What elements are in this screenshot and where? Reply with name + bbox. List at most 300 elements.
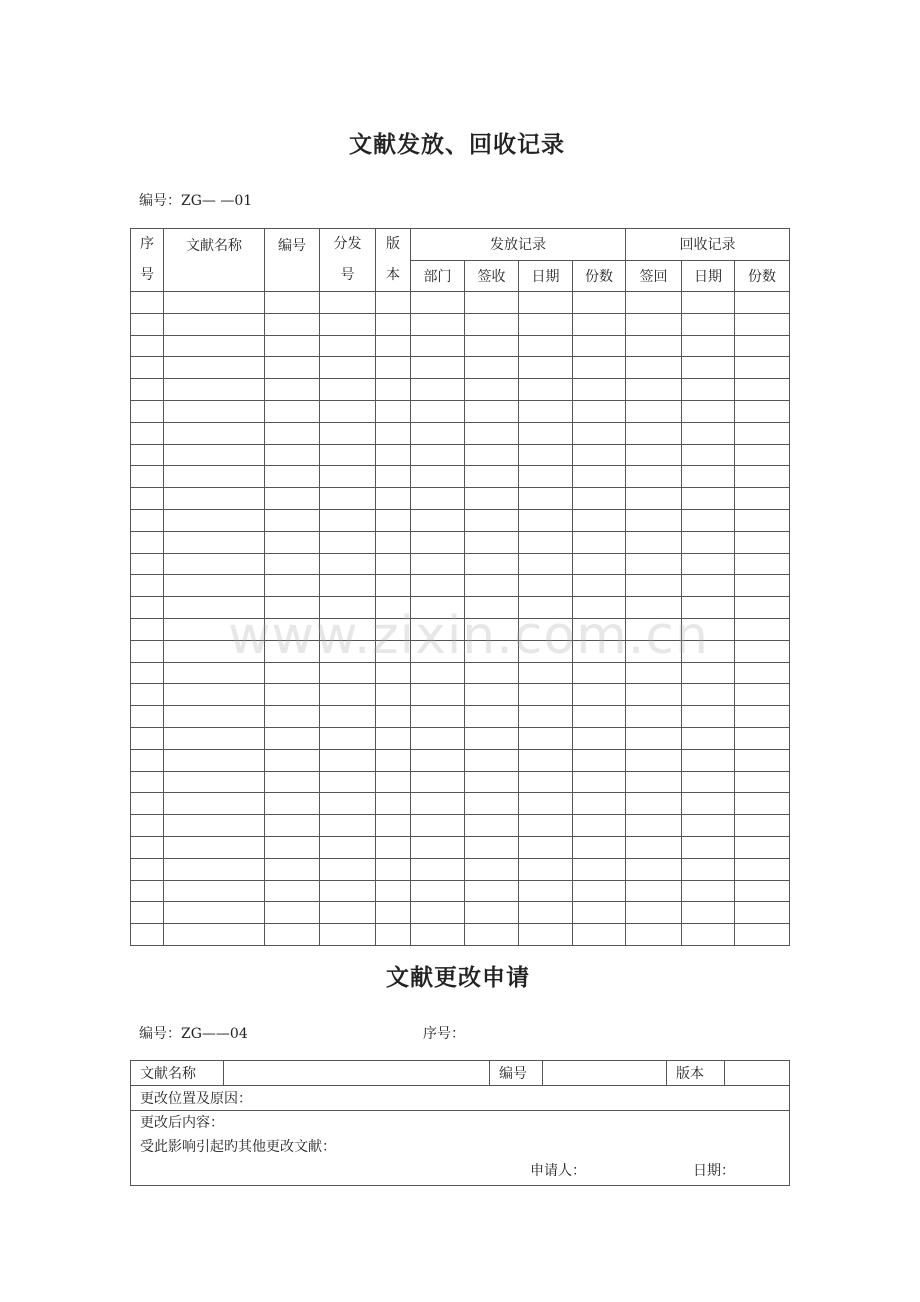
table-cell[interactable]	[131, 684, 164, 706]
table-cell[interactable]	[164, 793, 265, 815]
table-cell[interactable]	[265, 924, 320, 946]
table-cell[interactable]	[376, 749, 411, 771]
table-cell[interactable]	[164, 400, 265, 422]
table-cell[interactable]	[573, 575, 626, 597]
table-cell[interactable]	[626, 836, 682, 858]
table-cell[interactable]	[265, 488, 320, 510]
table-cell[interactable]	[411, 793, 465, 815]
table-cell[interactable]	[265, 313, 320, 335]
table-cell[interactable]	[320, 749, 376, 771]
table-cell[interactable]	[131, 597, 164, 619]
table-cell[interactable]	[376, 880, 411, 902]
table-cell[interactable]	[164, 335, 265, 357]
table-cell[interactable]	[682, 771, 735, 793]
table-cell[interactable]	[682, 379, 735, 401]
table-cell[interactable]	[164, 531, 265, 553]
table-cell[interactable]	[626, 771, 682, 793]
table-cell[interactable]	[265, 749, 320, 771]
table-cell[interactable]	[164, 509, 265, 531]
table-cell[interactable]	[682, 292, 735, 314]
table-cell[interactable]	[735, 902, 790, 924]
table-cell[interactable]	[131, 858, 164, 880]
table-cell[interactable]	[411, 858, 465, 880]
table-cell[interactable]	[265, 793, 320, 815]
table-cell[interactable]	[519, 509, 573, 531]
table-cell[interactable]	[573, 357, 626, 379]
table-cell[interactable]	[376, 292, 411, 314]
table-cell[interactable]	[164, 727, 265, 749]
table-cell[interactable]	[131, 400, 164, 422]
table-cell[interactable]	[626, 313, 682, 335]
table-cell[interactable]	[131, 836, 164, 858]
table-cell[interactable]	[164, 836, 265, 858]
table-cell[interactable]	[164, 313, 265, 335]
table-cell[interactable]	[573, 858, 626, 880]
table-cell[interactable]	[320, 771, 376, 793]
table-cell[interactable]	[626, 357, 682, 379]
table-cell[interactable]	[131, 509, 164, 531]
table-cell[interactable]	[164, 902, 265, 924]
table-cell[interactable]	[411, 880, 465, 902]
table-cell[interactable]	[376, 444, 411, 466]
table-cell[interactable]	[626, 509, 682, 531]
table-cell[interactable]	[320, 335, 376, 357]
table-cell[interactable]	[573, 880, 626, 902]
table-cell[interactable]	[265, 880, 320, 902]
table-cell[interactable]	[573, 727, 626, 749]
table-cell[interactable]	[682, 422, 735, 444]
table-cell[interactable]	[465, 815, 519, 837]
table-cell[interactable]	[626, 706, 682, 728]
table-cell[interactable]	[265, 335, 320, 357]
table-cell[interactable]	[735, 422, 790, 444]
table-cell[interactable]	[465, 553, 519, 575]
table-cell[interactable]	[519, 706, 573, 728]
table-cell[interactable]	[164, 771, 265, 793]
table-cell[interactable]	[465, 466, 519, 488]
table-cell[interactable]	[465, 771, 519, 793]
table-cell[interactable]	[376, 727, 411, 749]
table-cell[interactable]	[265, 858, 320, 880]
table-cell[interactable]	[682, 684, 735, 706]
table-cell[interactable]	[573, 836, 626, 858]
table-cell[interactable]	[519, 488, 573, 510]
table-cell[interactable]	[735, 924, 790, 946]
table-cell[interactable]	[131, 815, 164, 837]
table-cell[interactable]	[320, 488, 376, 510]
table-cell[interactable]	[573, 902, 626, 924]
table-cell[interactable]	[465, 488, 519, 510]
table-cell[interactable]	[626, 924, 682, 946]
table-cell[interactable]	[682, 815, 735, 837]
table-cell[interactable]	[320, 858, 376, 880]
table-cell[interactable]	[735, 531, 790, 553]
table-cell[interactable]	[519, 749, 573, 771]
table-cell[interactable]	[519, 444, 573, 466]
table-cell[interactable]	[164, 706, 265, 728]
table-cell[interactable]	[376, 684, 411, 706]
table-cell[interactable]	[735, 335, 790, 357]
table-cell[interactable]	[265, 400, 320, 422]
table-cell[interactable]	[626, 379, 682, 401]
table-cell[interactable]	[164, 684, 265, 706]
table-cell[interactable]	[376, 488, 411, 510]
table-cell[interactable]	[376, 793, 411, 815]
table-cell[interactable]	[682, 466, 735, 488]
table-cell[interactable]	[735, 597, 790, 619]
table-cell[interactable]	[411, 553, 465, 575]
table-cell[interactable]	[626, 335, 682, 357]
table-cell[interactable]	[411, 400, 465, 422]
location-reason-field[interactable]	[131, 1086, 790, 1111]
table-cell[interactable]	[573, 422, 626, 444]
table-cell[interactable]	[164, 488, 265, 510]
table-cell[interactable]	[682, 575, 735, 597]
table-cell[interactable]	[465, 422, 519, 444]
table-cell[interactable]	[320, 379, 376, 401]
table-cell[interactable]	[131, 575, 164, 597]
table-cell[interactable]	[626, 444, 682, 466]
table-cell[interactable]	[131, 749, 164, 771]
table-cell[interactable]	[320, 684, 376, 706]
table-cell[interactable]	[519, 727, 573, 749]
table-cell[interactable]	[465, 313, 519, 335]
table-cell[interactable]	[465, 902, 519, 924]
table-cell[interactable]	[320, 357, 376, 379]
table-cell[interactable]	[626, 880, 682, 902]
table-cell[interactable]	[131, 771, 164, 793]
table-cell[interactable]	[573, 379, 626, 401]
table-cell[interactable]	[465, 509, 519, 531]
table-cell[interactable]	[682, 509, 735, 531]
table-cell[interactable]	[411, 292, 465, 314]
table-cell[interactable]	[131, 640, 164, 662]
table-cell[interactable]	[265, 357, 320, 379]
table-cell[interactable]	[320, 575, 376, 597]
table-cell[interactable]	[735, 640, 790, 662]
table-cell[interactable]	[573, 466, 626, 488]
table-cell[interactable]	[465, 335, 519, 357]
table-cell[interactable]	[735, 727, 790, 749]
table-cell[interactable]	[682, 400, 735, 422]
table-cell[interactable]	[573, 749, 626, 771]
table-cell[interactable]	[519, 400, 573, 422]
table-cell[interactable]	[735, 553, 790, 575]
table-cell[interactable]	[573, 793, 626, 815]
table-cell[interactable]	[626, 749, 682, 771]
table-cell[interactable]	[320, 466, 376, 488]
table-cell[interactable]	[131, 553, 164, 575]
table-cell[interactable]	[411, 357, 465, 379]
table-cell[interactable]	[320, 444, 376, 466]
table-cell[interactable]	[573, 488, 626, 510]
table-cell[interactable]	[682, 706, 735, 728]
table-cell[interactable]	[465, 400, 519, 422]
table-cell[interactable]	[573, 335, 626, 357]
table-cell[interactable]	[573, 400, 626, 422]
table-cell[interactable]	[519, 924, 573, 946]
table-cell[interactable]	[411, 749, 465, 771]
table-cell[interactable]	[735, 379, 790, 401]
table-cell[interactable]	[164, 815, 265, 837]
table-cell[interactable]	[265, 575, 320, 597]
table-cell[interactable]	[626, 793, 682, 815]
table-cell[interactable]	[320, 727, 376, 749]
table-cell[interactable]	[320, 902, 376, 924]
table-cell[interactable]	[626, 488, 682, 510]
table-cell[interactable]	[465, 793, 519, 815]
table-cell[interactable]	[164, 357, 265, 379]
table-cell[interactable]	[573, 706, 626, 728]
code-field[interactable]	[543, 1061, 667, 1086]
table-cell[interactable]	[735, 444, 790, 466]
version-field[interactable]	[725, 1061, 790, 1086]
table-cell[interactable]	[411, 727, 465, 749]
table-cell[interactable]	[376, 422, 411, 444]
table-cell[interactable]	[735, 771, 790, 793]
table-cell[interactable]	[131, 357, 164, 379]
doc-name-field[interactable]	[224, 1061, 490, 1086]
table-cell[interactable]	[626, 292, 682, 314]
table-cell[interactable]	[465, 379, 519, 401]
table-cell[interactable]	[164, 749, 265, 771]
table-cell[interactable]	[411, 706, 465, 728]
table-cell[interactable]	[376, 815, 411, 837]
table-cell[interactable]	[735, 313, 790, 335]
table-cell[interactable]	[320, 815, 376, 837]
table-cell[interactable]	[519, 553, 573, 575]
table-cell[interactable]	[735, 466, 790, 488]
table-cell[interactable]	[519, 466, 573, 488]
table-cell[interactable]	[735, 706, 790, 728]
table-cell[interactable]	[626, 575, 682, 597]
table-cell[interactable]	[465, 836, 519, 858]
table-cell[interactable]	[376, 575, 411, 597]
table-cell[interactable]	[519, 771, 573, 793]
table-cell[interactable]	[682, 444, 735, 466]
table-cell[interactable]	[320, 292, 376, 314]
table-cell[interactable]	[573, 313, 626, 335]
table-cell[interactable]	[465, 727, 519, 749]
table-cell[interactable]	[376, 466, 411, 488]
table-cell[interactable]	[735, 357, 790, 379]
table-cell[interactable]	[131, 422, 164, 444]
table-cell[interactable]	[465, 924, 519, 946]
table-cell[interactable]	[465, 706, 519, 728]
table-cell[interactable]	[626, 422, 682, 444]
table-cell[interactable]	[131, 335, 164, 357]
table-cell[interactable]	[376, 858, 411, 880]
table-cell[interactable]	[519, 575, 573, 597]
table-cell[interactable]	[465, 575, 519, 597]
table-cell[interactable]	[131, 924, 164, 946]
table-cell[interactable]	[519, 880, 573, 902]
table-cell[interactable]	[164, 553, 265, 575]
table-cell[interactable]	[573, 509, 626, 531]
table-cell[interactable]	[626, 466, 682, 488]
table-cell[interactable]	[265, 902, 320, 924]
table-cell[interactable]	[164, 292, 265, 314]
table-cell[interactable]	[376, 335, 411, 357]
table-cell[interactable]	[735, 749, 790, 771]
table-cell[interactable]	[626, 727, 682, 749]
table-cell[interactable]	[682, 357, 735, 379]
table-cell[interactable]	[682, 749, 735, 771]
table-cell[interactable]	[682, 924, 735, 946]
table-cell[interactable]	[376, 706, 411, 728]
table-cell[interactable]	[465, 880, 519, 902]
table-cell[interactable]	[411, 815, 465, 837]
table-cell[interactable]	[131, 379, 164, 401]
table-cell[interactable]	[682, 793, 735, 815]
table-cell[interactable]	[519, 313, 573, 335]
table-cell[interactable]	[411, 924, 465, 946]
table-cell[interactable]	[735, 815, 790, 837]
table-cell[interactable]	[682, 880, 735, 902]
table-cell[interactable]	[131, 313, 164, 335]
table-cell[interactable]	[265, 771, 320, 793]
table-cell[interactable]	[376, 531, 411, 553]
table-cell[interactable]	[519, 357, 573, 379]
table-cell[interactable]	[320, 313, 376, 335]
table-cell[interactable]	[411, 531, 465, 553]
table-cell[interactable]	[735, 488, 790, 510]
table-cell[interactable]	[735, 400, 790, 422]
table-cell[interactable]	[265, 684, 320, 706]
table-cell[interactable]	[131, 662, 164, 684]
table-cell[interactable]	[376, 400, 411, 422]
table-cell[interactable]	[131, 902, 164, 924]
table-cell[interactable]	[626, 902, 682, 924]
table-cell[interactable]	[164, 422, 265, 444]
table-cell[interactable]	[131, 880, 164, 902]
table-cell[interactable]	[411, 836, 465, 858]
table-cell[interactable]	[465, 684, 519, 706]
table-cell[interactable]	[320, 422, 376, 444]
table-cell[interactable]	[265, 815, 320, 837]
content-field[interactable]	[131, 1111, 790, 1186]
table-cell[interactable]	[626, 553, 682, 575]
table-cell[interactable]	[626, 858, 682, 880]
table-cell[interactable]	[376, 902, 411, 924]
table-cell[interactable]	[265, 379, 320, 401]
table-cell[interactable]	[320, 706, 376, 728]
table-cell[interactable]	[376, 313, 411, 335]
table-cell[interactable]	[519, 684, 573, 706]
table-cell[interactable]	[411, 422, 465, 444]
table-cell[interactable]	[411, 313, 465, 335]
table-cell[interactable]	[573, 292, 626, 314]
table-cell[interactable]	[626, 400, 682, 422]
table-cell[interactable]	[131, 531, 164, 553]
table-cell[interactable]	[626, 684, 682, 706]
table-cell[interactable]	[682, 836, 735, 858]
table-cell[interactable]	[265, 292, 320, 314]
table-cell[interactable]	[682, 553, 735, 575]
table-cell[interactable]	[376, 379, 411, 401]
table-cell[interactable]	[131, 292, 164, 314]
table-cell[interactable]	[265, 727, 320, 749]
table-cell[interactable]	[735, 684, 790, 706]
table-cell[interactable]	[131, 488, 164, 510]
table-cell[interactable]	[735, 292, 790, 314]
table-cell[interactable]	[465, 357, 519, 379]
table-cell[interactable]	[320, 793, 376, 815]
table-cell[interactable]	[735, 618, 790, 640]
table-cell[interactable]	[164, 858, 265, 880]
table-cell[interactable]	[164, 466, 265, 488]
table-cell[interactable]	[735, 509, 790, 531]
table-cell[interactable]	[682, 488, 735, 510]
table-cell[interactable]	[735, 858, 790, 880]
table-cell[interactable]	[376, 357, 411, 379]
table-cell[interactable]	[519, 858, 573, 880]
table-cell[interactable]	[735, 836, 790, 858]
table-cell[interactable]	[682, 858, 735, 880]
table-cell[interactable]	[411, 488, 465, 510]
table-cell[interactable]	[320, 400, 376, 422]
table-cell[interactable]	[411, 444, 465, 466]
table-cell[interactable]	[411, 684, 465, 706]
table-cell[interactable]	[519, 335, 573, 357]
table-cell[interactable]	[131, 793, 164, 815]
table-cell[interactable]	[465, 531, 519, 553]
table-cell[interactable]	[131, 444, 164, 466]
table-cell[interactable]	[573, 684, 626, 706]
table-cell[interactable]	[519, 836, 573, 858]
table-cell[interactable]	[682, 313, 735, 335]
table-cell[interactable]	[519, 531, 573, 553]
table-cell[interactable]	[682, 902, 735, 924]
table-cell[interactable]	[411, 575, 465, 597]
table-cell[interactable]	[265, 509, 320, 531]
table-cell[interactable]	[320, 836, 376, 858]
table-cell[interactable]	[519, 793, 573, 815]
table-cell[interactable]	[164, 924, 265, 946]
table-cell[interactable]	[265, 422, 320, 444]
table-cell[interactable]	[573, 924, 626, 946]
table-cell[interactable]	[265, 836, 320, 858]
table-cell[interactable]	[465, 444, 519, 466]
table-cell[interactable]	[411, 509, 465, 531]
table-cell[interactable]	[265, 466, 320, 488]
table-cell[interactable]	[320, 531, 376, 553]
table-cell[interactable]	[376, 771, 411, 793]
table-cell[interactable]	[573, 815, 626, 837]
table-cell[interactable]	[376, 924, 411, 946]
table-cell[interactable]	[735, 793, 790, 815]
table-cell[interactable]	[131, 466, 164, 488]
table-cell[interactable]	[411, 335, 465, 357]
table-cell[interactable]	[376, 836, 411, 858]
table-cell[interactable]	[465, 858, 519, 880]
table-cell[interactable]	[519, 379, 573, 401]
table-cell[interactable]	[411, 771, 465, 793]
table-cell[interactable]	[164, 444, 265, 466]
table-cell[interactable]	[735, 880, 790, 902]
table-cell[interactable]	[573, 531, 626, 553]
table-cell[interactable]	[411, 466, 465, 488]
table-cell[interactable]	[131, 727, 164, 749]
table-cell[interactable]	[131, 618, 164, 640]
table-cell[interactable]	[320, 553, 376, 575]
table-cell[interactable]	[682, 727, 735, 749]
table-cell[interactable]	[376, 553, 411, 575]
table-cell[interactable]	[376, 509, 411, 531]
table-cell[interactable]	[519, 902, 573, 924]
table-cell[interactable]	[411, 902, 465, 924]
table-cell[interactable]	[320, 880, 376, 902]
